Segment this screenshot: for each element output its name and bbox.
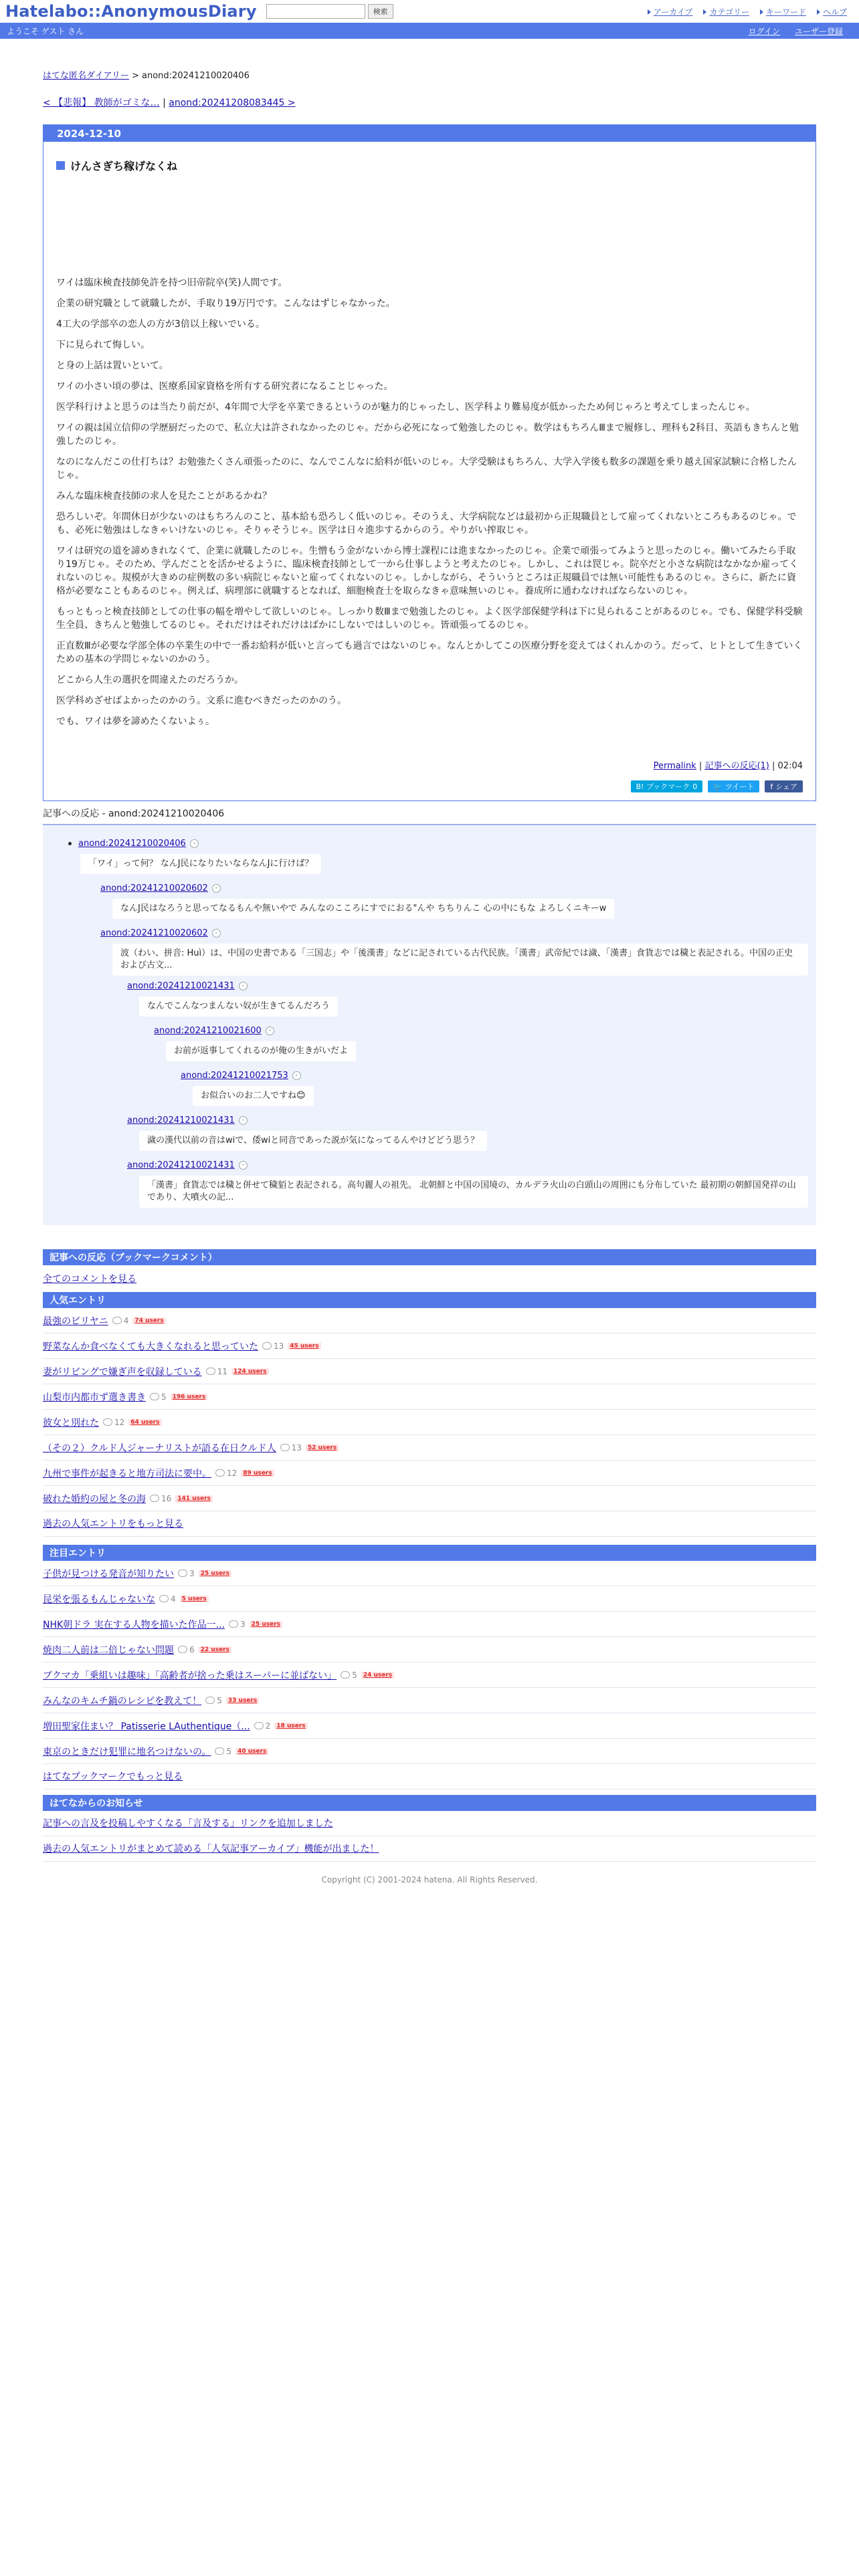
entry-paragraph: と身の上話は置いといて。 — [56, 360, 169, 371]
register-link[interactable]: ユーザー登録 — [794, 26, 843, 36]
tree-node-header — [127, 1160, 804, 1170]
nav-archive-link[interactable]: アーカイブ — [653, 7, 693, 17]
entry-paragraph: ワイの小さい頃の夢は、医療系国家資格を所有する研究者になることじゃった。 — [56, 381, 393, 392]
entry-list-link[interactable]: 九州で事件が起きると地方司法に要中。 — [43, 1468, 211, 1479]
entry-list-row — [43, 1713, 816, 1739]
entry-list-row — [43, 1662, 816, 1688]
entry-paragraph: なのになんだこの仕打ちは？お勉強たくさん頑張ったのに、なんでこんなに給料が低いのじゃ。大学受験はもちろん、大学入学後も数多の課題を乗り越え国家試験に合格したんじゃ。 — [56, 457, 797, 481]
entry-list-row — [43, 1461, 816, 1486]
tree-node — [68, 839, 804, 879]
breadcrumb-current: anond:20241210020406 — [142, 71, 250, 81]
comment-count — [206, 1367, 227, 1376]
users-badge[interactable]: 25 users — [199, 1570, 231, 1577]
entry-list-link[interactable]: 妻がリビングで嫌ぎ声を収録している — [43, 1366, 202, 1378]
collapse-icon[interactable]: - — [266, 1027, 274, 1035]
comment-count-value: 6 — [189, 1644, 195, 1654]
notice-header: はてなからのお知らせ — [43, 1795, 816, 1811]
speech-bubble-icon — [178, 1646, 187, 1653]
tree-node-header — [100, 883, 804, 893]
tree-node-link[interactable]: anond:20241210021431 — [127, 1160, 235, 1170]
twitter-bird-icon: 🐦 — [713, 782, 723, 791]
tree-node-link[interactable]: anond:20241210021431 — [127, 981, 235, 991]
comment-count — [150, 1494, 171, 1503]
tree-node-link[interactable]: anond:20241210021431 — [127, 1115, 235, 1125]
entry-list-row — [43, 1688, 816, 1713]
users-badge[interactable]: 124 users — [231, 1368, 269, 1375]
users-badge[interactable]: 24 users — [361, 1672, 394, 1679]
speech-bubble-icon — [159, 1595, 169, 1602]
comment-count-value: 3 — [189, 1568, 195, 1578]
comment-count — [112, 1316, 129, 1325]
day-section — [43, 124, 816, 801]
notice-item[interactable]: 記事への言及を投稿しやすくなる「言及する」リンクを追加しました — [43, 1811, 816, 1836]
tree-node-text: なんJ民はなろうと思ってなるもんや無いやで みんなのこころにすでにおる"んや ちちりんこ 心の中にもな よろしくニキーw — [112, 899, 614, 919]
collapse-icon[interactable]: - — [212, 884, 221, 893]
entry-footer: Permalink | 記事への反応(1) | 02:04 — [653, 761, 803, 771]
all-comments-link[interactable]: 全てのコメントを見る — [43, 1274, 136, 1285]
entry-paragraph: どこから人生の選択を間違えたのだろうか。 — [56, 675, 244, 685]
tree-node-header — [127, 1115, 804, 1125]
comment-count-value: 5 — [352, 1670, 357, 1680]
entry-paragraph: 医学科めざせばよかったのかのう。文系に進むべきだったのかのう。 — [56, 695, 347, 706]
entry-paragraph: でも、ワイは夢を諦めたくないよぅ。 — [56, 716, 215, 727]
prev-entry-link[interactable]: < 【悲報】 教師がゴミな… — [43, 98, 160, 108]
collapse-icon[interactable]: - — [239, 1116, 248, 1125]
speech-bubble-icon — [262, 1342, 272, 1350]
speech-bubble-icon — [178, 1570, 187, 1577]
top-nav — [648, 6, 854, 17]
comment-count-value: 2 — [265, 1721, 271, 1731]
speech-bubble-icon — [215, 1469, 225, 1477]
entry-list-row — [43, 1384, 816, 1410]
entry-list-link[interactable]: 子供が見つける発音が知りたい — [43, 1568, 174, 1580]
users-badge[interactable]: 196 users — [171, 1394, 208, 1400]
entry-time: 02:04 — [777, 761, 803, 771]
entry-paragraph: 恐ろしいぞ。年間休日が少ないのはもちろんのこと、基本給も恐ろしく低いのじゃ。そのうえ、大学病院などは最初から正規職員として雇ってくれないところもあるのじゃ。でも、必死に勉強はしなきゃいけないのじゃ。そりゃそうじゃ。医学は日々進歩するからのう。やりがい搾取じゃ。 — [56, 512, 797, 536]
entry-list-row — [43, 1739, 816, 1764]
notice-item[interactable]: 過去の人気エントリがまとめて読める「人気記事アーカイブ」機能が出ました！ — [43, 1836, 816, 1862]
bookmark-count: 0 — [692, 782, 698, 791]
entry-list-row — [43, 1308, 816, 1333]
popular-list — [43, 1308, 816, 1511]
tree-node-link[interactable]: anond:20241210021753 — [181, 1071, 288, 1081]
reactions-link[interactable]: 記事への反応(1) — [704, 761, 769, 771]
tree-node-text: 波（わい、拼音: Huì）は、中国の史書である「三国志」や「後漢書」などに記されている古代民族。「漢書」武帝紀では濊、「漢書」食貨志では穢と表記される。中国の正史および古文... — [112, 944, 808, 976]
entry-list-row — [43, 1586, 816, 1612]
entry-list-link[interactable]: （その２）クルド人ジャーナリストが語る在日クルド人 — [43, 1442, 276, 1454]
next-entry-link[interactable]: anond:20241208083445 > — [169, 98, 296, 108]
breadcrumb — [43, 68, 816, 81]
tree-node-link[interactable]: anond:20241210020602 — [100, 883, 208, 893]
tree-node-header — [68, 839, 804, 849]
entry-paragraph: ワイは研究の道を諦めきれなくて、企業に就職したのじゃ。生憎もう金がないから博士課程には進まなかったのじゃ。企業で頑張ってみようと思ったのじゃ。働いてみたら手取り19万じゃ。そのため、学んだことを活かせるように、臨床検査技師として一から仕事しようと考えたのじゃ。しかし、これは罠じゃ。院卒だと小さな病院はなかなか雇ってくれないのじゃ。規模が大きめの症例数の多い病院じゃないと雇ってくれないのじゃ。しかしながら、そういうところは正規職員では無い可能性もあるのじゃ。さらに、新たに資格が必要なこともあるのじゃ。例えば、病理部に就職するとなれば、細胞検査士を取らなきゃ意味無いのじゃ。養成所に通わなければならないのじゃ。 — [56, 546, 799, 597]
comment-count — [254, 1721, 271, 1731]
collapse-icon[interactable]: - — [292, 1071, 301, 1080]
speech-bubble-icon — [150, 1495, 159, 1502]
breadcrumb-home[interactable]: はてな匿名ダイアリー — [43, 71, 129, 81]
nav-archive[interactable] — [648, 6, 693, 17]
entry-list-link[interactable]: 昆栄を張るもんじゃないな — [43, 1594, 155, 1605]
bookmark-label: B! ブックマーク — [636, 782, 690, 791]
users-badge[interactable]: 40 users — [235, 1748, 268, 1755]
tree-node — [100, 928, 804, 976]
speech-bubble-icon — [280, 1444, 290, 1451]
comment-count — [103, 1418, 124, 1427]
entry-body — [43, 142, 816, 800]
entry-list-link[interactable]: 増田聖家住まい？ Patisserie LAuthentique（... — [43, 1721, 250, 1732]
comment-count — [280, 1443, 302, 1453]
square-bullet-icon — [56, 161, 65, 170]
comment-count — [205, 1696, 222, 1705]
share-buttons — [56, 780, 803, 792]
day-date: 2024-12-10 — [43, 125, 816, 142]
comment-count — [150, 1392, 167, 1402]
entry-paragraph: もっともっと検査技師としての仕事の幅を増やして欲しいのじゃ。しっかり数Ⅲまで勉強したのじゃ。よく医学部保健学科は下に見られることがあるのじゃ。でも、保健学科受験生全員、きちんと勉強してるのじゃ。それだけはそれだけはばかにしないではしいのじゃ。皆頑張ってるのじゃ。 — [56, 607, 803, 631]
comment-count-value: 5 — [161, 1392, 167, 1402]
comment-count-value: 13 — [291, 1442, 302, 1453]
entry-list-link[interactable]: 野菜なんか食べなくても大きくなれると思っていた — [43, 1341, 258, 1352]
nav-help[interactable] — [817, 6, 847, 17]
tree-node — [127, 1160, 804, 1208]
tree-node-text: なんでこんなつまんない奴が生きてるんだろう — [139, 996, 338, 1016]
triangle-right-icon — [760, 9, 763, 15]
reaction-tree — [43, 825, 816, 1225]
reactions-title: 記事への反応 - anond:20241210020406 — [43, 807, 816, 825]
nav-keyword[interactable] — [760, 6, 806, 17]
comment-count — [262, 1341, 284, 1351]
tree-node-header — [100, 928, 804, 938]
entry-list-row — [43, 1410, 816, 1435]
site-logo[interactable]: Hatelabo::AnonymousDiary — [5, 2, 257, 21]
tree-node — [127, 1115, 804, 1156]
tree-node — [181, 1071, 804, 1111]
users-badge[interactable]: 33 users — [226, 1697, 259, 1704]
users-badge[interactable]: 141 users — [175, 1495, 213, 1502]
login-link[interactable]: ログイン — [748, 26, 780, 36]
speech-bubble-icon — [103, 1418, 112, 1426]
facebook-share-button[interactable] — [765, 780, 803, 792]
users-badge[interactable]: 5 users — [180, 1596, 209, 1602]
search-button[interactable]: 検索 — [368, 4, 393, 19]
users-badge[interactable]: 74 users — [132, 1317, 165, 1324]
entry-list-row — [43, 1612, 816, 1637]
user-bar — [0, 23, 859, 39]
speech-bubble-icon — [150, 1393, 159, 1400]
comment-count-value: 5 — [217, 1695, 222, 1705]
entry-list-link[interactable]: 東京のときだけ犯罪に地名つけないの。 — [43, 1746, 211, 1757]
comment-count — [159, 1594, 176, 1604]
featured-more-link[interactable]: はてなブックマークでもっと見る — [43, 1764, 816, 1790]
popular-header: 人気エントリ — [43, 1292, 816, 1308]
nav-category-link[interactable]: カテゴリー — [709, 7, 749, 17]
comment-count-value: 12 — [227, 1468, 237, 1478]
comment-count-value: 5 — [226, 1746, 232, 1756]
entry-paragraph: 下に見られて悔しい。 — [56, 340, 150, 350]
users-badge[interactable]: 45 users — [288, 1343, 320, 1350]
entry-list-link[interactable]: 破れた婚約の屋と冬の海 — [43, 1493, 146, 1505]
comment-count-value: 3 — [240, 1619, 246, 1629]
tree-node-link[interactable]: anond:20241210020602 — [100, 928, 208, 938]
collapse-icon[interactable]: - — [239, 982, 248, 990]
entry-paragraph: ワイの親は国立信仰の学歴厨だったので、私立大は許されなかったのじゃ。だから必死になって勉強したのじゃ。数学はもちろんⅢまで履修し、理科も2科目、英語もきちんと勉強したのじゃ。 — [56, 423, 799, 447]
users-badge[interactable]: 22 users — [199, 1646, 231, 1653]
comment-count — [215, 1469, 237, 1478]
tweet-label: ツイート — [725, 782, 755, 791]
tree-node-text: 「漢書」食貨志では穢と併せて穢貊と表記される。高句麗人の祖先。 北朝鮮と中国の国境の、カルデラ火山の白頭山の周囲にも分布していた 最初期の朝鮮国発祥の山であり、大噴火の記... — [139, 1176, 808, 1208]
tweet-button[interactable] — [708, 780, 759, 792]
speech-bubble-icon — [254, 1722, 264, 1729]
comment-count-value: 11 — [217, 1366, 228, 1376]
bookmark-comments-header: 記事への反応（ブックマークコメント） — [43, 1249, 816, 1265]
comment-count-value: 4 — [171, 1594, 176, 1604]
facebook-label: シェア — [775, 782, 797, 791]
nav-category[interactable] — [703, 6, 749, 17]
comment-count-value: 4 — [123, 1315, 129, 1325]
entry-list-row — [43, 1333, 816, 1359]
entry-list-link[interactable]: 彼女と別れた — [43, 1417, 99, 1428]
main-container — [43, 39, 816, 1885]
facebook-f-icon: f — [770, 782, 773, 791]
featured-header: 注目エントリ — [43, 1545, 816, 1561]
ad-space — [56, 173, 803, 276]
comment-count — [178, 1569, 195, 1578]
entry-paragraph: 医学科行けよと思うのは当たり前だが、4年間で大学を卒業できるというのが魅力的じゃったし、医学科より難易度が低かったため何じゃろと考えてしまったんじゃ。 — [56, 402, 755, 413]
tree-node-header — [154, 1026, 804, 1036]
entry-list-link[interactable]: 最強のビリヤニ — [43, 1315, 108, 1327]
bookmark-button[interactable] — [631, 780, 703, 792]
entry-list-row — [43, 1486, 816, 1511]
comment-count — [229, 1620, 246, 1629]
entry-paragraph: 企業の研究職として就職したが、手取り19万円です。こんなはずじゃなかった。 — [56, 298, 395, 309]
comment-count — [178, 1645, 195, 1654]
featured-list — [43, 1561, 816, 1764]
tree-node — [154, 1026, 804, 1067]
top-bar — [0, 0, 859, 23]
speech-bubble-icon — [112, 1317, 122, 1324]
nav-keyword-link[interactable]: キーワード — [765, 7, 806, 17]
users-badge[interactable]: 18 users — [274, 1723, 307, 1729]
speech-bubble-icon — [205, 1697, 215, 1704]
comment-count-value: 12 — [114, 1417, 125, 1427]
search-input[interactable] — [266, 4, 365, 19]
entry-list-row — [43, 1435, 816, 1461]
pager — [43, 96, 816, 109]
tree-node — [100, 883, 804, 924]
nav-help-link[interactable]: ヘルプ — [822, 7, 847, 17]
triangle-right-icon — [817, 9, 820, 15]
tree-node-text: 「ワイ」って何？ なんJ民になりたいならなんJに行けば？ — [80, 854, 321, 874]
entry-list-link[interactable]: みんなのキムチ鍋のレシピを教えて！ — [43, 1695, 202, 1707]
speech-bubble-icon — [229, 1620, 238, 1628]
entry-list-link[interactable]: ブクマカ「乗組いは趣味」「高齢者が捨った乗はスーパーに並ばない」 — [43, 1670, 337, 1681]
users-badge[interactable]: 52 users — [306, 1444, 339, 1451]
tree-node — [127, 981, 804, 1022]
entry-paragraph: 正直数Ⅲが必要な学部全体の卒業生の中で一番お給料が低いと言っても過言ではないのじゃ。なんとかしてこの医療分野を変えてはくれんかのう。だって、ヒトとして生きていくための基本の学問じゃないのかのう。 — [56, 641, 803, 665]
entry-list-link[interactable]: 焼肉二人前は二倍じゃない問題 — [43, 1644, 174, 1656]
entry-list-row — [43, 1637, 816, 1662]
entry-list-link[interactable]: 山梨市内都市ず選き書き — [43, 1392, 146, 1403]
entry-title-text[interactable]: けんさぎち稼げなくね — [70, 160, 178, 173]
tree-node-header — [181, 1071, 804, 1081]
pager-sep: | — [159, 98, 169, 108]
triangle-right-icon — [703, 9, 706, 15]
breadcrumb-sep: > — [128, 71, 142, 81]
speech-bubble-icon — [215, 1747, 224, 1755]
bullet-icon — [68, 842, 72, 845]
collapse-icon[interactable]: - — [212, 929, 221, 938]
triangle-right-icon — [648, 9, 651, 15]
users-badge[interactable]: 25 users — [250, 1621, 282, 1628]
users-badge[interactable]: 64 users — [128, 1419, 161, 1426]
comment-count — [341, 1671, 357, 1680]
entry-list-row — [43, 1561, 816, 1586]
comment-count-value: 16 — [161, 1493, 172, 1503]
entry-list-row — [43, 1359, 816, 1384]
popular-more-link[interactable]: 過去の人気エントリをもっと見る — [43, 1511, 816, 1537]
comment-count — [215, 1747, 231, 1756]
tree-node-text: 濊の漢代以前の音はwiで、倭wiと同音であった説が気になってるんやけどどう思う？ — [139, 1131, 487, 1151]
tree-node-header — [127, 981, 804, 991]
speech-bubble-icon — [206, 1368, 215, 1375]
collapse-icon[interactable]: - — [190, 839, 199, 848]
tree-node-link[interactable]: anond:20241210020406 — [78, 839, 186, 849]
entry-paragraph: みんな臨床検査技師の求人を見たことがあるかね？ — [56, 491, 272, 502]
welcome-text: ようこそ ゲスト さん — [7, 26, 84, 36]
speech-bubble-icon — [341, 1671, 350, 1679]
users-badge[interactable]: 89 users — [241, 1470, 274, 1477]
footer-copyright: Copyright (C) 2001-2024 hatena. All Rights Reserved. — [321, 1875, 538, 1885]
tree-node-text: お前が返事してくれるのが俺の生きがいだよ — [166, 1041, 356, 1061]
comment-count-value: 13 — [274, 1341, 284, 1351]
tree-node-text: お似合いのお二人ですね😊 — [193, 1086, 314, 1106]
entry-list-link[interactable]: NHK朝ドラ 実在する人物を描いた作品一... — [43, 1619, 225, 1630]
permalink[interactable]: Permalink — [653, 761, 696, 771]
tree-node-link[interactable]: anond:20241210021600 — [154, 1026, 262, 1036]
entry-title — [56, 158, 803, 173]
collapse-icon[interactable]: - — [239, 1161, 248, 1170]
entry-paragraph: 4工大の学部卒の恋人の方が3倍以上稼いでいる。 — [56, 319, 265, 330]
entry-paragraph: ワイは臨床検査技師免許を持つ旧帝院卒(笑)人間です。 — [56, 278, 288, 288]
entry-text — [56, 276, 803, 728]
